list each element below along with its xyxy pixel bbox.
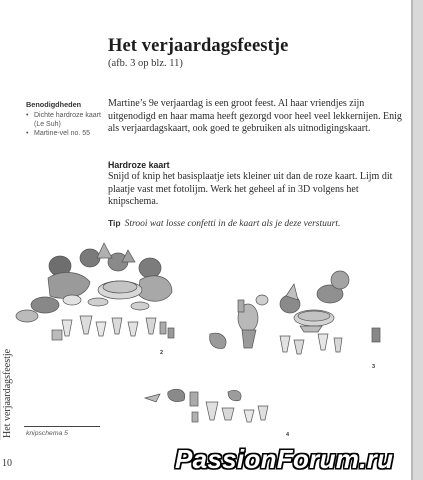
materials-item: • Dichte hardroze kaart (Le Suh) [26, 111, 106, 129]
vertical-page-title: Het verjaardagsfeestje [2, 348, 13, 438]
materials-heading: Benodigdheden [26, 100, 82, 109]
side-divider [0, 370, 1, 440]
figure-label: 4 [286, 432, 290, 438]
party-items-illustration [145, 389, 268, 422]
intro-paragraph: Martine’s 9e verjaardag is een groot feest. Al haar vriendjes zijn uitgenodigd en haar mama heeft gezorgd voor heel veel lekkernijen. Enig als verjaardagskaart, ook goed te gebruiken als uitnodigingskaart. [108, 98, 402, 135]
figure-label: 3 [372, 364, 376, 370]
watermark: PassionForum.ru [175, 444, 394, 474]
page-number: 10 [2, 458, 12, 469]
section-heading: Hardroze kaart [108, 160, 170, 170]
party-scene-right-illustration [210, 271, 380, 354]
caption-rule [24, 426, 100, 427]
party-scene-illustration [16, 243, 174, 340]
tip-text: Strooi wat losse confetti in de kaart als je deze verstuurt. [124, 219, 341, 229]
page-title: Het verjaardagsfeestje [108, 36, 289, 56]
tip-label: Tip [108, 218, 121, 228]
figure-caption: knipschema 5 [26, 430, 68, 437]
section-paragraph: Snijd of knip het basisplaatje iets kleiner uit dan de roze kaart. Lijm dit plaatje vast met fotolijm. Werk het geheel af in 3D volgens het knipschema. [108, 171, 393, 208]
page-subtitle: (afb. 3 op blz. 11) [108, 58, 183, 69]
materials-item: • Martine-vel no. 55 [26, 129, 106, 138]
figure-label: 2 [160, 350, 164, 356]
